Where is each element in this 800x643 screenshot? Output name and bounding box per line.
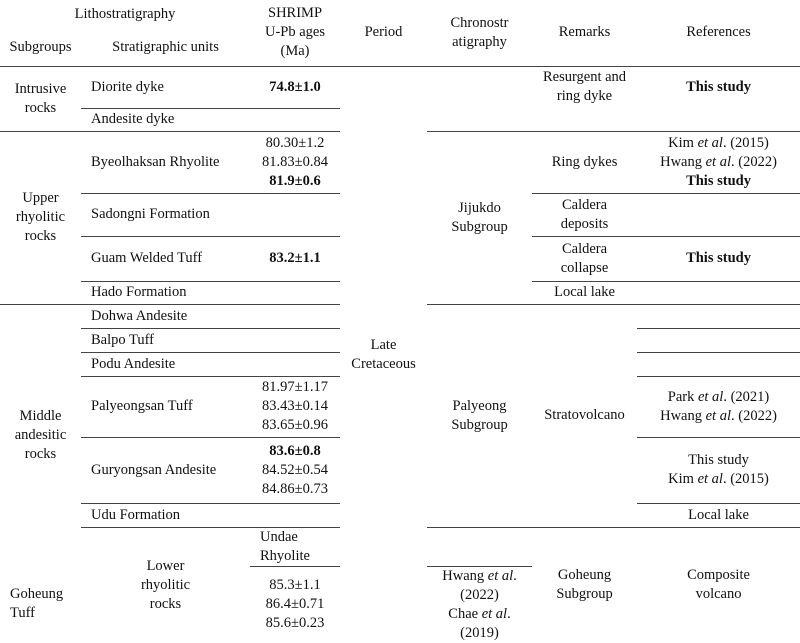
ref-this-study-2: This study: [688, 452, 749, 468]
chrono-palyeong-subgroup: Palyeong Subgroup: [451, 397, 508, 433]
unit-balpo-tuff: Balpo Tuff: [81, 328, 250, 352]
unit-goheung-tuff: Goheung Tuff: [10, 586, 64, 622]
age-palyeongsan-tuff: 81.97±1.17 83.43±0.14 83.65±0.96: [250, 376, 340, 437]
remark-blank: [532, 108, 637, 131]
unit-palyeongsan-tuff: Palyeongsan Tuff: [81, 376, 250, 437]
age-undae: [427, 527, 532, 566]
remark-local-lake-1: Local lake: [554, 284, 615, 300]
chrono-jijukdo-subgroup: Jijukdo Subgroup: [451, 199, 508, 235]
ref-palyeongsan: [637, 376, 800, 437]
ref-podu-blank: [637, 352, 800, 376]
ref-byeolhaksan: [637, 131, 800, 193]
subgroup-middle-andesitic-rocks: Middle andesitic rocks: [14, 407, 67, 462]
age-sadongni: [250, 193, 340, 236]
ref-hado-blank: [637, 281, 800, 304]
unit-guryongsan-andesite: Guryongsan Andesite: [81, 437, 250, 503]
age-byeolhaksan-rhyolite: 80.30±1.2 81.83±0.84 81.9±0.6: [250, 131, 340, 193]
ref-guryongsan: [637, 437, 800, 503]
age-podu: [250, 352, 340, 376]
unit-podu-andesite: Podu Andesite: [81, 352, 250, 376]
age-guryongsan-andesite: 83.6±0.8 84.52±0.54 84.86±0.73: [250, 437, 340, 503]
age-udu: [250, 503, 340, 527]
age-balpo: [250, 328, 340, 352]
ref-chae-2019: Chae et al. (2019): [448, 605, 511, 641]
age-hado: [250, 281, 340, 304]
ref-hwang-2022-c: Hwang et al. (2022): [442, 567, 517, 603]
unit-guam-welded-tuff: Guam Welded Tuff: [81, 236, 250, 281]
chrono-goheung-subgroup: Goheung Subgroup: [556, 567, 613, 602]
header-lithostratigraphy: Lithostratigraphy: [74, 6, 176, 22]
age-diorite-dyke: 74.8±1.0: [250, 66, 340, 108]
ref-dohwa-blank: [637, 304, 800, 328]
header-references: References: [637, 0, 800, 66]
header-stratigraphic-units: Stratigraphic units: [81, 29, 250, 66]
age-goheung-tuff: 85.3±1.1 86.4±0.71 85.6±0.23: [265, 577, 325, 631]
remark-composite-volcano: Composite volcano: [687, 567, 750, 602]
header-subgroups: Subgroups: [0, 29, 81, 66]
age-guam-welded-tuff: 83.2±1.1: [250, 236, 340, 281]
ref-guam-this-study: This study: [637, 236, 800, 281]
unit-udu-formation: Udu Formation: [91, 506, 181, 523]
unit-byeolhaksan-rhyolite: Byeolhaksan Rhyolite: [81, 131, 250, 193]
ref-park-2021: Park et al. (2021): [667, 388, 770, 405]
chrono-blank: [427, 66, 532, 108]
header-remarks: Remarks: [532, 0, 637, 66]
unit-sadongni-formation: Sadongni Formation: [81, 193, 250, 236]
remark-ring-dykes: Ring dykes: [532, 131, 637, 193]
age-andesite-dyke: [250, 108, 340, 131]
unit-andesite-dyke: Andesite dyke: [81, 108, 250, 131]
subgroup-lower-rhyolitic-rocks: Lower rhyolitic rocks: [140, 557, 191, 612]
header-shrimp: SHRIMP U-Pb ages (Ma): [250, 0, 340, 66]
period-late-cretaceous: Late Cretaceous: [351, 336, 416, 372]
ref-sadongni-blank: [637, 193, 800, 236]
subgroup-upper-rhyolitic-rocks: Upper rhyolitic rocks: [15, 190, 66, 244]
ref-this-study: This study: [686, 172, 751, 189]
unit-undae-rhyolite: Undae Rhyolite: [250, 527, 340, 566]
unit-dohwa-andesite: Dohwa Andesite: [81, 304, 250, 328]
ref-diorite-this-study: This study: [686, 78, 751, 95]
remark-caldera-collapse: Caldera collapse: [532, 236, 637, 281]
remark-local-lake-2: Local lake: [688, 506, 749, 523]
ref-goheung: [427, 566, 532, 643]
ref-hwang-2022: Hwang et al. (2022): [660, 153, 777, 170]
unit-hado-formation: Hado Formation: [91, 284, 187, 300]
ref-kim-2015: Kim et al. (2015): [668, 134, 769, 151]
remark-stratovolcano: Stratovolcano: [544, 407, 625, 423]
chrono-blank-2: [427, 108, 532, 131]
unit-diorite-dyke: Diorite dyke: [81, 66, 250, 108]
subgroup-intrusive-rocks: Intrusive rocks: [14, 80, 67, 116]
remark-resurgent-ring-dyke: Resurgent and ring dyke: [542, 69, 627, 105]
ref-blank: [637, 108, 800, 131]
ref-balpo-blank: [637, 328, 800, 352]
age-dohwa: [250, 304, 340, 328]
header-chronostratigraphy: Chronostr atigraphy: [427, 0, 532, 66]
remark-caldera-deposits: Caldera deposits: [532, 193, 637, 236]
ref-kim-2015-b: Kim et al. (2015): [668, 471, 769, 487]
header-period: Period: [340, 0, 427, 66]
ref-hwang-2022-b: Hwang et al. (2022): [660, 407, 777, 424]
